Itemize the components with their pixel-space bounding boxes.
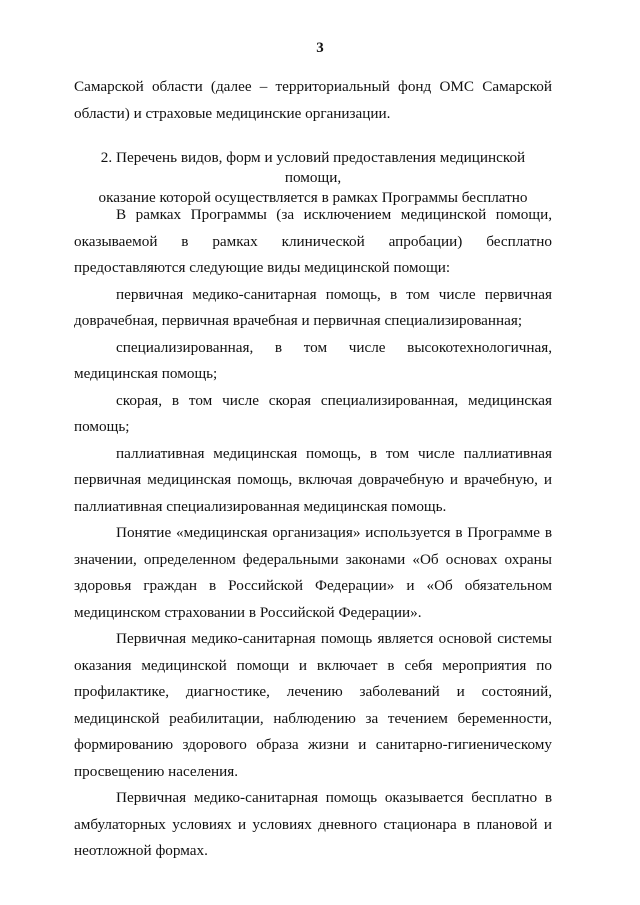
paragraph-line: медицинской реабилитации, наблюдению за течением беременности, (74, 709, 552, 727)
paragraph-line: медицинская помощь; (74, 365, 218, 382)
continuation-line: области) и страховые медицинские организации. (74, 104, 391, 122)
paragraph-line: доврачебная, первичная врачебная и первичная специализированная; (74, 312, 523, 329)
section-heading-line: оказание которой осуществляется в рамках Программы бесплатно (98, 189, 528, 206)
section-heading (74, 148, 552, 208)
paragraph-line: значении, определенном федеральными законами «Об основах охраны (74, 550, 552, 568)
paragraph-line: Понятие «медицинская организация» используется в Программе в (116, 524, 552, 541)
section-body (74, 202, 552, 865)
paragraph-line: здоровья граждан в Российской Федерации» и «Об обязательном (74, 577, 552, 594)
section-heading-line: 2. Перечень видов, форм и условий предоставления медицинской помощи, (100, 149, 526, 186)
paragraph-line: неотложной формах. (74, 842, 208, 859)
paragraph-emergency (74, 388, 552, 441)
paragraph-free (74, 785, 552, 865)
continuation-line: Самарской области (далее – территориальный фонд ОМС Самарской (74, 78, 552, 95)
paragraph-line: паллиативная специализированная медицинская помощь. (74, 497, 447, 515)
paragraph-intro (74, 202, 552, 282)
paragraph-line: первичная медицинская помощь, включая доврачебную и врачебную, и (74, 471, 552, 488)
paragraph-line: Первичная медико-санитарная помощь оказывается бесплатно в (116, 789, 552, 806)
page-number: 3 (316, 40, 324, 56)
paragraph-basis (74, 626, 552, 785)
paragraph-line: амбулаторных условиях и условиях дневного стационара в плановой и (74, 815, 552, 833)
paragraph-line: формированию здорового образа жизни и санитарно-гигиеническому (74, 736, 552, 753)
paragraph-line: оказываемой в рамках клинической апробации) бесплатно (74, 232, 552, 250)
paragraph-line: паллиативная медицинская помощь, в том числе паллиативная (116, 444, 552, 462)
paragraph-concept (74, 520, 552, 626)
paragraph-line: предоставляются следующие виды медицинской помощи: (74, 259, 451, 276)
paragraph-palliative (74, 441, 552, 521)
paragraph-primary (74, 282, 552, 335)
paragraph-line: просвещению населения. (74, 762, 238, 780)
paragraph-line: медицинском страховании в Российской Федерации». (74, 603, 422, 621)
paragraph-specialized (74, 335, 552, 388)
paragraph-line: специализированная, в том числе высокотехнологичная, (116, 338, 552, 356)
paragraph-line: первичная медико-санитарная помощь, в том числе первичная (116, 285, 552, 303)
paragraph-line: В рамках Программы (за исключением медицинской помощи, (116, 206, 552, 223)
continuation-paragraph (74, 74, 552, 127)
paragraph-line: профилактике, диагностике, лечению заболеваний и состояний, (74, 683, 552, 700)
paragraph-line: оказания медицинской помощи и включает в себя мероприятия по (74, 656, 552, 674)
paragraph-line: Первичная медико-санитарная помощь является основой системы (116, 630, 552, 647)
paragraph-line: скорая, в том числе скорая специализированная, медицинская помощь; (74, 391, 552, 435)
